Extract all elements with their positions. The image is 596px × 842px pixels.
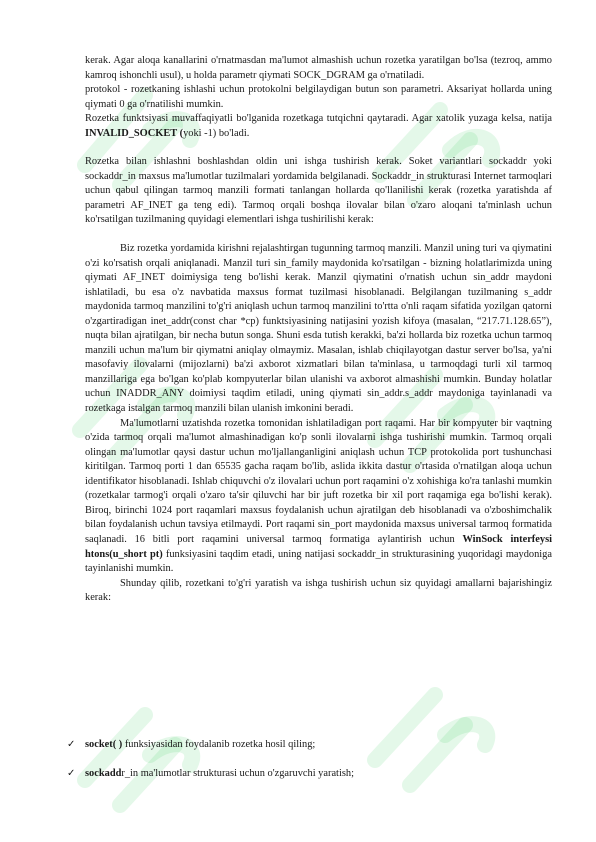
check-mark-icon: ✓ (67, 767, 76, 779)
paragraph-sockaddr: Rozetka bilan ishlashni boshlashdan oldin uni ishga tushirish kerak. Soket variantlari sockaddr yoki sockaddr_in maxsus ma'lumotlar tuzilmalari yordamida belgilanadi. Sockaddr_in strukturasi Internet tarmoqlari uchun qabul qilingan tarmoq manzili formati tanlangan hollarda qo'llanilishi kerak (rozetka yaratishda af parametri AF_INET ga teng edi). Tarmoq orqali boshqa ilovalar bilan o'zaro aloqani ta'minlash uchun ko'rsatilgan tuzilmaning quyidagi elementlari ishga tushirilishi kerak: (85, 156, 552, 226)
paragraph-protokol: protokol - rozetkaning ishlashi uchun protokolni belgilaydigan butun son parametri. Aksariyat hollarda uning qiymati 0 ga o'rnatilishi mumkin. (85, 84, 552, 110)
document-body (85, 54, 552, 606)
paragraph-network-address: Biz rozetka yordamida kirishni rejalashtirgan tugunning tarmoq manzili. Manzil uning turi va qiymatini o'zi ko'rsatish orqali aniqlanadi. Manzil turi sin_family maydonida ko'rsatilgan - bizning holatlarimizda uning qiymati AF_INET doimiysiga teng bo'lishi kerak. Manzil qiymatini o'rnatish uchun sin_addr maydoni ishlatiladi, bu esa o'z navbatida maxsus format tuzilmasi hisoblanadi. Belgilangan tuzilmaning s_addr maydonida tarmoq manzilini to'g'ri aniqlash uchun tarmoq manzilini to'rtta o'nli raqam sifatida yozilgan qatorni o'zgartiradigan inet_addr(const char *cp) funktsiyasining natijasini yozish kifoya (masalan, “217.71.128.65”), nuqta bilan ajratilgan, bir necha butun songa. Shuni esda tutish kerakki, ba'zi hollarda biz rozetka uchun tarmoq manzili uchun ma'lum bir qiymatni aniqlay olmaymiz. Masalan, ishlab chiqilayotgan dastur server bo'lsa, ya'ni masofaviy ilovalarni (mijozlarni) ba'zi axborot xizmatlari bilan ta'minlasa, u tarmoqdagi turli xil tarmoq manzillariga ega bo'lgan ko'plab kompyuterlar bilan ulanishi va axborot almashishi mumkin. Bunday holatlar uchun INADDR_ANY doimiysi taqdim etiladi, uning qiymati sin_addr.s_addr maydoniga tayinlanadi va rozetkaga istalgan tarmoq manzili bilan ulanish imkonini beradi. (85, 243, 552, 415)
paragraph-port-number: Ma'lumotlarni uzatishda rozetka tomonidan ishlatiladigan port raqami. Har bir kompyuter bir vaqtning o'zida tarmoq orqali ma'lumot almashinadigan ko'p sonli ilovalarni ishga tushirishi mumkin. Tarmoq orqali olingan ma'lumotlar qaysi dastur uchun mo'ljallanganligini aniqlash uchun TCP protokolida port tushunchasi kiritilgan. Tarmoq porti 1 dan 65535 gacha raqam bo'lib, aslida ikkita dastur o'rtasida o'rnatilgan aloqa uchun identifikator hisoblanadi. Ishlab chiquvchi o'z ilovalari uchun port raqamini o'z xohishiga ko'ra tanlashi mumkin (rozetkalar tarmog'i orqali o'zaro ta'sir qiluvchi har bir juft rozetka bir xil port raqamiga ega bo'lishi kerak). Biroq, birinchi 1024 port raqamlari maxsus foydalanish uchun ajratilgan deb hisoblanadi va o'zboshimchalik bilan foydalanish uchun tavsiya etilmaydi. Port raqami sin_port maydonida maxsus universal tarmoq formatida saqlanadi. 16 bitli port raqamini universal tarmoq formatiga aylantirish uchun WinSock interfeysi htons(u_short pt) funksiyasini taqdim etadi, uning natijasi sockaddr_in strukturasining yuqoridagi maydoniga tayinlanishi mumkin. (85, 417, 552, 575)
list-item: ✓ socket( ) funksiyasidan foydalanib rozetka hosil qiling; (67, 738, 552, 753)
htons-term: WinSock interfeysi htons(u_short pt) (85, 533, 552, 560)
paragraph-sock-dgram: kerak. Agar aloqa kanallarini o'rnatmasdan ma'lumot almashish uchun rozetka yaratilgan bo'lsa (tezroq, ammo kamroq ishonchli usul), u holda parametr qiymati SOCK_DGRAM ga o'rnatiladi. (85, 55, 552, 81)
paragraph-return-value: Rozetka funktsiyasi muvaffaqiyatli bo'lganida rozetkaga tutqichni qaytaradi. Agar xatolik yuzaga kelsa, natija INVALID_SOCKET (yoki -1) bo'ladi. (85, 113, 552, 139)
paragraph-summary: Shunday qilib, rozetkani to'g'ri yaratish va ishga tushirish uchun siz quyidagi amallarni bajarishingiz kerak: (85, 577, 552, 604)
list-item: ✓ sockaddr_in ma'lumotlar strukturasi uchun o'zgaruvchi yaratish; (67, 767, 552, 782)
bullet-list (67, 738, 552, 795)
invalid-socket-term: INVALID_SOCKET ( (85, 127, 184, 139)
check-mark-icon: ✓ (67, 739, 76, 750)
